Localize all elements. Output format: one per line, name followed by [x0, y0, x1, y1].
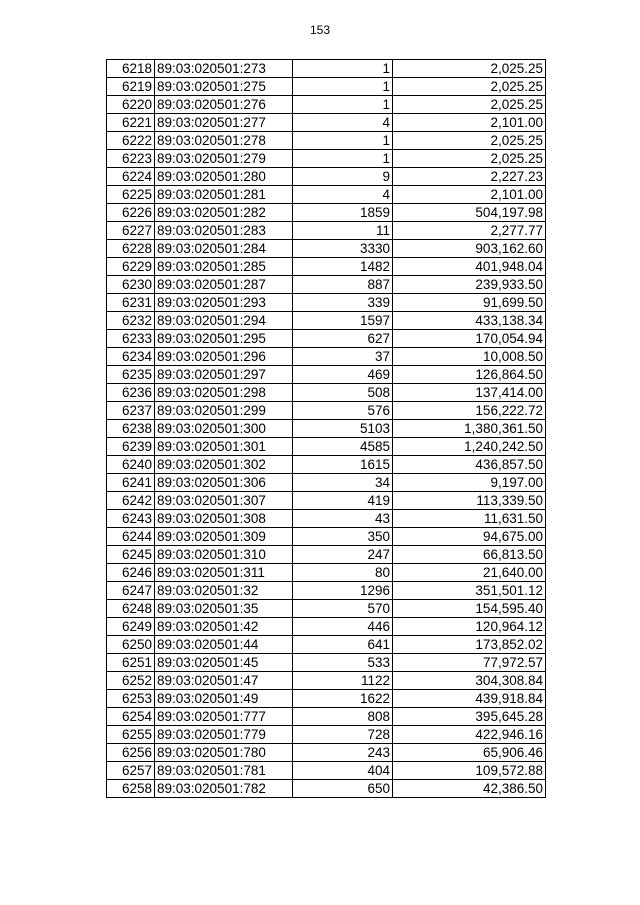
quantity-cell: 1122 — [293, 672, 393, 690]
row-index-cell: 6240 — [107, 456, 155, 474]
row-index-cell: 6234 — [107, 348, 155, 366]
table-row — [107, 438, 546, 456]
amount-cell: 2,101.00 — [393, 186, 546, 204]
cadastral-number-cell: 89:03:020501:45 — [155, 654, 293, 672]
row-index-cell: 6233 — [107, 330, 155, 348]
quantity-cell: 508 — [293, 384, 393, 402]
cadastral-number-cell: 89:03:020501:308 — [155, 510, 293, 528]
quantity-cell: 4585 — [293, 438, 393, 456]
row-index-cell: 6257 — [107, 762, 155, 780]
quantity-cell: 3330 — [293, 240, 393, 258]
quantity-cell: 9 — [293, 168, 393, 186]
row-index-cell: 6248 — [107, 600, 155, 618]
table-row — [107, 240, 546, 258]
amount-cell: 2,277.77 — [393, 222, 546, 240]
table-row — [107, 312, 546, 330]
table-row — [107, 276, 546, 294]
table-row — [107, 564, 546, 582]
table-row — [107, 348, 546, 366]
row-index-cell: 6224 — [107, 168, 155, 186]
table-row — [107, 60, 546, 78]
quantity-cell: 1597 — [293, 312, 393, 330]
cadastral-number-cell: 89:03:020501:42 — [155, 618, 293, 636]
row-index-cell: 6219 — [107, 78, 155, 96]
cadastral-number-cell: 89:03:020501:307 — [155, 492, 293, 510]
cadastral-number-cell: 89:03:020501:278 — [155, 132, 293, 150]
table-row — [107, 708, 546, 726]
cadastral-number-cell: 89:03:020501:277 — [155, 114, 293, 132]
cadastral-number-cell: 89:03:020501:310 — [155, 546, 293, 564]
amount-cell: 170,054.94 — [393, 330, 546, 348]
quantity-cell: 1859 — [293, 204, 393, 222]
table-row — [107, 528, 546, 546]
quantity-cell: 11 — [293, 222, 393, 240]
amount-cell: 504,197.98 — [393, 204, 546, 222]
amount-cell: 401,948.04 — [393, 258, 546, 276]
amount-cell: 2,101.00 — [393, 114, 546, 132]
row-index-cell: 6236 — [107, 384, 155, 402]
table-row — [107, 294, 546, 312]
cadastral-number-cell: 89:03:020501:298 — [155, 384, 293, 402]
cadastral-number-cell: 89:03:020501:301 — [155, 438, 293, 456]
cadastral-number-cell: 89:03:020501:276 — [155, 96, 293, 114]
table-row — [107, 132, 546, 150]
quantity-cell: 1 — [293, 78, 393, 96]
row-index-cell: 6250 — [107, 636, 155, 654]
row-index-cell: 6230 — [107, 276, 155, 294]
cadastral-number-cell: 89:03:020501:279 — [155, 150, 293, 168]
table-row — [107, 384, 546, 402]
table-row — [107, 78, 546, 96]
amount-cell: 156,222.72 — [393, 402, 546, 420]
amount-cell: 2,025.25 — [393, 96, 546, 114]
amount-cell: 21,640.00 — [393, 564, 546, 582]
amount-cell: 2,025.25 — [393, 78, 546, 96]
quantity-cell: 1482 — [293, 258, 393, 276]
amount-cell: 439,918.84 — [393, 690, 546, 708]
table-row — [107, 420, 546, 438]
amount-cell: 395,645.28 — [393, 708, 546, 726]
table-row — [107, 402, 546, 420]
quantity-cell: 247 — [293, 546, 393, 564]
quantity-cell: 1 — [293, 96, 393, 114]
amount-cell: 77,972.57 — [393, 654, 546, 672]
amount-cell: 154,595.40 — [393, 600, 546, 618]
table-row — [107, 366, 546, 384]
cadastral-number-cell: 89:03:020501:781 — [155, 762, 293, 780]
amount-cell: 66,813.50 — [393, 546, 546, 564]
cadastral-number-cell: 89:03:020501:302 — [155, 456, 293, 474]
row-index-cell: 6249 — [107, 618, 155, 636]
row-index-cell: 6237 — [107, 402, 155, 420]
table-row — [107, 96, 546, 114]
row-index-cell: 6254 — [107, 708, 155, 726]
table-row — [107, 636, 546, 654]
row-index-cell: 6235 — [107, 366, 155, 384]
table-row — [107, 222, 546, 240]
table-row — [107, 780, 546, 798]
cadastral-table — [106, 59, 546, 798]
row-index-cell: 6238 — [107, 420, 155, 438]
quantity-cell: 1615 — [293, 456, 393, 474]
quantity-cell: 34 — [293, 474, 393, 492]
quantity-cell: 37 — [293, 348, 393, 366]
amount-cell: 120,964.12 — [393, 618, 546, 636]
cadastral-number-cell: 89:03:020501:297 — [155, 366, 293, 384]
row-index-cell: 6241 — [107, 474, 155, 492]
table-row — [107, 258, 546, 276]
row-index-cell: 6225 — [107, 186, 155, 204]
quantity-cell: 5103 — [293, 420, 393, 438]
row-index-cell: 6251 — [107, 654, 155, 672]
quantity-cell: 533 — [293, 654, 393, 672]
cadastral-number-cell: 89:03:020501:299 — [155, 402, 293, 420]
row-index-cell: 6244 — [107, 528, 155, 546]
cadastral-number-cell: 89:03:020501:295 — [155, 330, 293, 348]
cadastral-number-cell: 89:03:020501:306 — [155, 474, 293, 492]
table-row — [107, 546, 546, 564]
row-index-cell: 6255 — [107, 726, 155, 744]
amount-cell: 351,501.12 — [393, 582, 546, 600]
table-row — [107, 330, 546, 348]
row-index-cell: 6232 — [107, 312, 155, 330]
table-row — [107, 582, 546, 600]
cadastral-number-cell: 89:03:020501:300 — [155, 420, 293, 438]
row-index-cell: 6258 — [107, 780, 155, 798]
quantity-cell: 243 — [293, 744, 393, 762]
table-row — [107, 654, 546, 672]
cadastral-number-cell: 89:03:020501:283 — [155, 222, 293, 240]
quantity-cell: 1 — [293, 132, 393, 150]
table-body — [107, 60, 546, 798]
row-index-cell: 6231 — [107, 294, 155, 312]
amount-cell: 1,240,242.50 — [393, 438, 546, 456]
table-row — [107, 690, 546, 708]
cadastral-number-cell: 89:03:020501:780 — [155, 744, 293, 762]
amount-cell: 11,631.50 — [393, 510, 546, 528]
quantity-cell: 1622 — [293, 690, 393, 708]
cadastral-number-cell: 89:03:020501:282 — [155, 204, 293, 222]
amount-cell: 91,699.50 — [393, 294, 546, 312]
amount-cell: 903,162.60 — [393, 240, 546, 258]
row-index-cell: 6228 — [107, 240, 155, 258]
quantity-cell: 4 — [293, 114, 393, 132]
quantity-cell: 576 — [293, 402, 393, 420]
table-row — [107, 204, 546, 222]
cadastral-number-cell: 89:03:020501:777 — [155, 708, 293, 726]
cadastral-number-cell: 89:03:020501:273 — [155, 60, 293, 78]
cadastral-number-cell: 89:03:020501:44 — [155, 636, 293, 654]
quantity-cell: 43 — [293, 510, 393, 528]
table-row — [107, 600, 546, 618]
row-index-cell: 6227 — [107, 222, 155, 240]
row-index-cell: 6247 — [107, 582, 155, 600]
cadastral-number-cell: 89:03:020501:32 — [155, 582, 293, 600]
row-index-cell: 6222 — [107, 132, 155, 150]
amount-cell: 1,380,361.50 — [393, 420, 546, 438]
row-index-cell: 6256 — [107, 744, 155, 762]
cadastral-number-cell: 89:03:020501:309 — [155, 528, 293, 546]
cadastral-number-cell: 89:03:020501:285 — [155, 258, 293, 276]
cadastral-number-cell: 89:03:020501:782 — [155, 780, 293, 798]
cadastral-number-cell: 89:03:020501:35 — [155, 600, 293, 618]
cadastral-number-cell: 89:03:020501:287 — [155, 276, 293, 294]
row-index-cell: 6229 — [107, 258, 155, 276]
cadastral-number-cell: 89:03:020501:311 — [155, 564, 293, 582]
cadastral-number-cell: 89:03:020501:49 — [155, 690, 293, 708]
quantity-cell: 339 — [293, 294, 393, 312]
cadastral-number-cell: 89:03:020501:281 — [155, 186, 293, 204]
amount-cell: 65,906.46 — [393, 744, 546, 762]
quantity-cell: 650 — [293, 780, 393, 798]
quantity-cell: 350 — [293, 528, 393, 546]
amount-cell: 433,138.34 — [393, 312, 546, 330]
quantity-cell: 627 — [293, 330, 393, 348]
quantity-cell: 469 — [293, 366, 393, 384]
quantity-cell: 419 — [293, 492, 393, 510]
quantity-cell: 1 — [293, 150, 393, 168]
table-row — [107, 168, 546, 186]
amount-cell: 304,308.84 — [393, 672, 546, 690]
amount-cell: 2,025.25 — [393, 132, 546, 150]
table-row — [107, 492, 546, 510]
amount-cell: 2,025.25 — [393, 150, 546, 168]
amount-cell: 239,933.50 — [393, 276, 546, 294]
table-row — [107, 150, 546, 168]
quantity-cell: 446 — [293, 618, 393, 636]
table-row — [107, 474, 546, 492]
row-index-cell: 6218 — [107, 60, 155, 78]
quantity-cell: 570 — [293, 600, 393, 618]
quantity-cell: 641 — [293, 636, 393, 654]
table-row — [107, 744, 546, 762]
amount-cell: 109,572.88 — [393, 762, 546, 780]
amount-cell: 137,414.00 — [393, 384, 546, 402]
amount-cell: 9,197.00 — [393, 474, 546, 492]
amount-cell: 436,857.50 — [393, 456, 546, 474]
quantity-cell: 80 — [293, 564, 393, 582]
amount-cell: 2,025.25 — [393, 60, 546, 78]
cadastral-number-cell: 89:03:020501:296 — [155, 348, 293, 366]
table-row — [107, 456, 546, 474]
table-row — [107, 510, 546, 528]
cadastral-number-cell: 89:03:020501:779 — [155, 726, 293, 744]
quantity-cell: 1296 — [293, 582, 393, 600]
amount-cell: 422,946.16 — [393, 726, 546, 744]
table-row — [107, 114, 546, 132]
cadastral-number-cell: 89:03:020501:275 — [155, 78, 293, 96]
amount-cell: 173,852.02 — [393, 636, 546, 654]
quantity-cell: 808 — [293, 708, 393, 726]
amount-cell: 126,864.50 — [393, 366, 546, 384]
cadastral-number-cell: 89:03:020501:280 — [155, 168, 293, 186]
cadastral-number-cell: 89:03:020501:284 — [155, 240, 293, 258]
amount-cell: 2,227.23 — [393, 168, 546, 186]
amount-cell: 42,386.50 — [393, 780, 546, 798]
cadastral-number-cell: 89:03:020501:294 — [155, 312, 293, 330]
quantity-cell: 1 — [293, 60, 393, 78]
row-index-cell: 6220 — [107, 96, 155, 114]
row-index-cell: 6223 — [107, 150, 155, 168]
row-index-cell: 6252 — [107, 672, 155, 690]
table-row — [107, 762, 546, 780]
amount-cell: 10,008.50 — [393, 348, 546, 366]
table-row — [107, 186, 546, 204]
table-row — [107, 618, 546, 636]
quantity-cell: 887 — [293, 276, 393, 294]
amount-cell: 113,339.50 — [393, 492, 546, 510]
row-index-cell: 6221 — [107, 114, 155, 132]
amount-cell: 94,675.00 — [393, 528, 546, 546]
row-index-cell: 6245 — [107, 546, 155, 564]
table-row — [107, 672, 546, 690]
cadastral-number-cell: 89:03:020501:47 — [155, 672, 293, 690]
row-index-cell: 6239 — [107, 438, 155, 456]
table-row — [107, 726, 546, 744]
row-index-cell: 6243 — [107, 510, 155, 528]
row-index-cell: 6226 — [107, 204, 155, 222]
cadastral-number-cell: 89:03:020501:293 — [155, 294, 293, 312]
quantity-cell: 728 — [293, 726, 393, 744]
row-index-cell: 6253 — [107, 690, 155, 708]
row-index-cell: 6246 — [107, 564, 155, 582]
page-number: 153 — [309, 23, 331, 37]
quantity-cell: 404 — [293, 762, 393, 780]
row-index-cell: 6242 — [107, 492, 155, 510]
quantity-cell: 4 — [293, 186, 393, 204]
